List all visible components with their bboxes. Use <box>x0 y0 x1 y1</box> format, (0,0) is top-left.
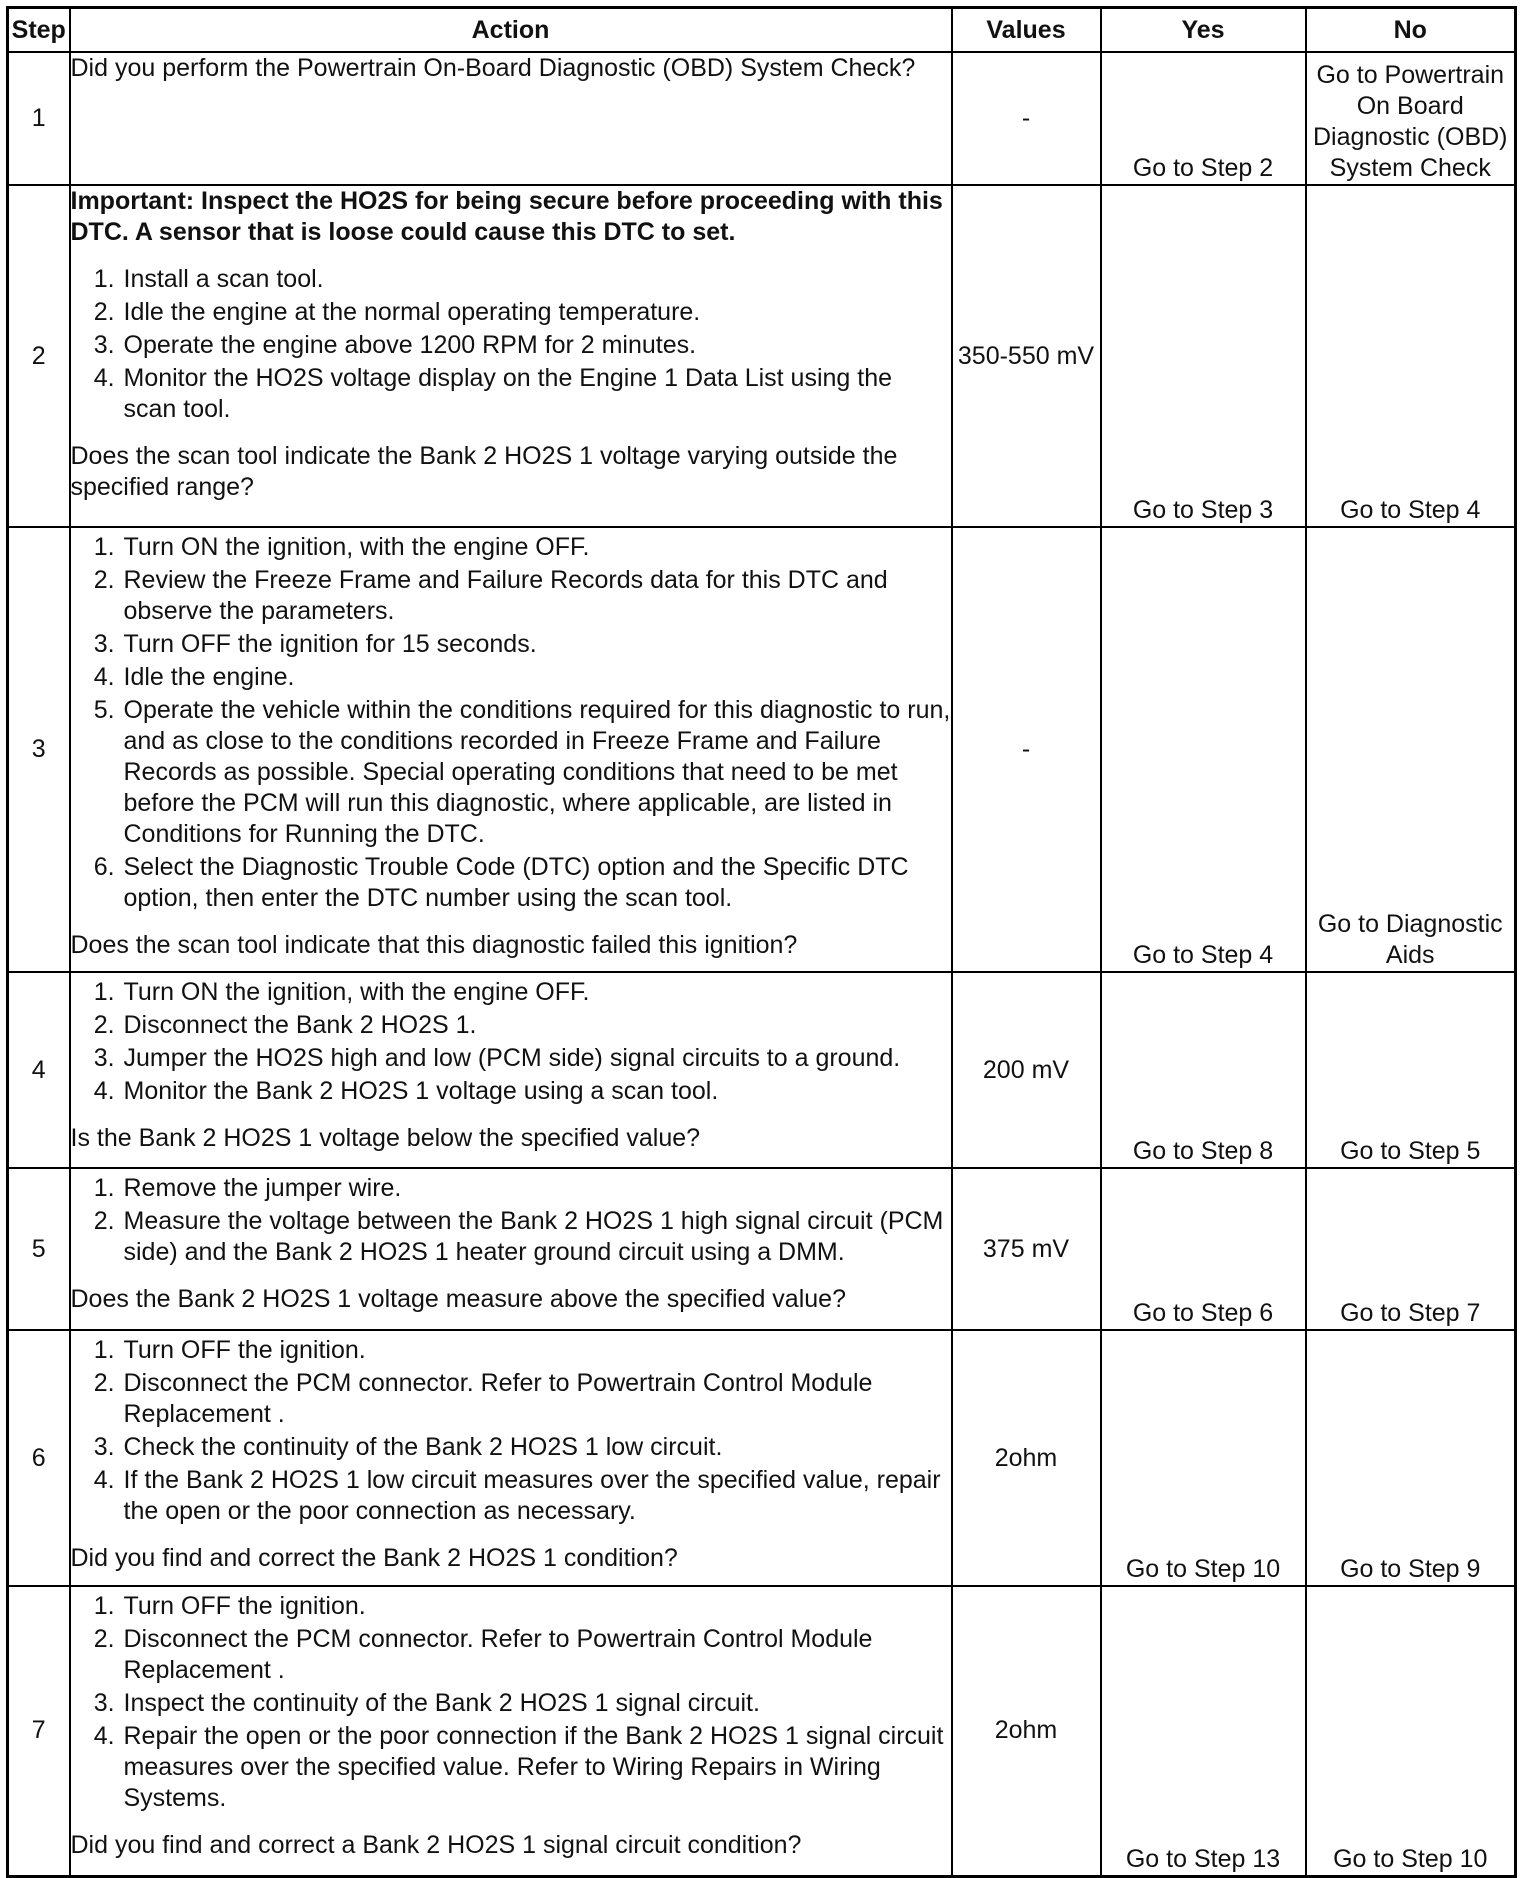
procedure-step: 1. Turn OFF the ignition. <box>122 1335 951 1366</box>
procedure-step: 3. Check the continuity of the Bank 2 HO2S 1 low circuit. <box>122 1432 951 1463</box>
question: Does the scan tool indicate that this diagnostic failed this ignition? <box>70 931 798 959</box>
header-values: Values <box>952 8 1101 53</box>
procedure-step: 2. Disconnect the PCM connector. Refer to Powertrain Control Module Replacement . <box>122 1368 951 1430</box>
yes-action: Go to Step 4 <box>1101 527 1306 972</box>
no-action: Go to Step 9 <box>1306 1330 1516 1586</box>
action-cell <box>70 1168 952 1330</box>
procedure-list <box>71 1173 951 1268</box>
no-action: Go to Step 4 <box>1306 185 1516 527</box>
no-action: Go to Step 7 <box>1306 1168 1516 1330</box>
procedure-step: 4. Repair the open or the poor connection if the Bank 2 HO2S 1 signal circuit measures over the specified value. Refer to Wiring Repairs in Wiring Systems. <box>122 1721 951 1814</box>
procedure-list <box>71 1335 951 1527</box>
yes-action: Go to Step 13 <box>1101 1586 1306 1876</box>
action-cell <box>70 52 952 185</box>
action-cell <box>70 1330 952 1586</box>
procedure-step: 1. Turn ON the ignition, with the engine OFF. <box>122 532 951 563</box>
table-row <box>8 52 1516 185</box>
action-cell <box>70 1586 952 1876</box>
procedure-list <box>71 1591 951 1814</box>
step-number: 7 <box>8 1586 70 1876</box>
value-cell: 2ohm <box>952 1330 1101 1586</box>
procedure-list <box>71 532 951 914</box>
question: Does the Bank 2 HO2S 1 voltage measure above the specified value? <box>70 1285 846 1313</box>
procedure-step: 3. Turn OFF the ignition for 15 seconds. <box>122 629 951 660</box>
yes-action: Go to Step 10 <box>1101 1330 1306 1586</box>
yes-action: Go to Step 6 <box>1101 1168 1306 1330</box>
procedure-step: 3. Jumper the HO2S high and low (PCM side) signal circuits to a ground. <box>122 1043 951 1074</box>
procedure-step: 2. Disconnect the Bank 2 HO2S 1. <box>122 1010 951 1041</box>
value-cell: 375 mV <box>952 1168 1101 1330</box>
value-cell: - <box>952 527 1101 972</box>
header-step: Step <box>8 8 70 53</box>
procedure-step: 2. Idle the engine at the normal operating temperature. <box>122 297 951 328</box>
table-body <box>8 52 1516 1876</box>
no-action: Go to Step 10 <box>1306 1586 1516 1876</box>
procedure-list <box>71 977 951 1107</box>
no-action: Go to Step 5 <box>1306 972 1516 1168</box>
header-no: No <box>1306 8 1516 53</box>
no-action: Go to Powertrain On Board Diagnostic (OBD) System Check <box>1306 52 1516 185</box>
table-row <box>8 1586 1516 1876</box>
diagnostic-table <box>6 6 1517 1878</box>
value-cell: 2ohm <box>952 1586 1101 1876</box>
table-row <box>8 972 1516 1168</box>
question: Does the scan tool indicate the Bank 2 HO2S 1 voltage varying outside the specified range? <box>70 442 898 501</box>
table-row <box>8 1168 1516 1330</box>
yes-action: Go to Step 8 <box>1101 972 1306 1168</box>
step-number: 2 <box>8 185 70 527</box>
value-cell: 200 mV <box>952 972 1101 1168</box>
procedure-step: 4. Monitor the HO2S voltage display on the Engine 1 Data List using the scan tool. <box>122 363 951 425</box>
procedure-step: 2. Disconnect the PCM connector. Refer to Powertrain Control Module Replacement . <box>122 1624 951 1686</box>
table-row <box>8 185 1516 527</box>
yes-action: Go to Step 3 <box>1101 185 1306 527</box>
table-row <box>8 527 1516 972</box>
procedure-step: 6. Select the Diagnostic Trouble Code (DTC) option and the Specific DTC option, then enter the DTC number using the scan tool. <box>122 852 951 914</box>
procedure-step: 4. If the Bank 2 HO2S 1 low circuit measures over the specified value, repair the open or the poor connection as necessary. <box>122 1465 951 1527</box>
value-cell: - <box>952 52 1101 185</box>
table-row <box>8 1330 1516 1586</box>
step-number: 4 <box>8 972 70 1168</box>
header-action: Action <box>70 8 952 53</box>
important-note: Important: Inspect the HO2S for being secure before proceeding with this DTC. A sensor that is loose could cause this DTC to set. <box>70 187 943 246</box>
question: Is the Bank 2 HO2S 1 voltage below the specified value? <box>70 1124 701 1152</box>
procedure-step: 4. Idle the engine. <box>122 662 951 693</box>
action-cell <box>70 527 952 972</box>
action-cell <box>70 185 952 527</box>
procedure-step: 1. Turn ON the ignition, with the engine OFF. <box>122 977 951 1008</box>
yes-action: Go to Step 2 <box>1101 52 1306 185</box>
action-cell <box>70 972 952 1168</box>
procedure-step: 1. Remove the jumper wire. <box>122 1173 951 1204</box>
procedure-step: 3. Operate the engine above 1200 RPM for 2 minutes. <box>122 330 951 361</box>
step-number: 6 <box>8 1330 70 1586</box>
value-cell: 350-550 mV <box>952 185 1101 527</box>
procedure-step: 1. Install a scan tool. <box>122 264 951 295</box>
step-number: 1 <box>8 52 70 185</box>
no-action: Go to Diagnostic Aids <box>1306 527 1516 972</box>
question: Did you find and correct a Bank 2 HO2S 1 signal circuit condition? <box>70 1831 802 1859</box>
header-yes: Yes <box>1101 8 1306 53</box>
procedure-step: 2. Review the Freeze Frame and Failure Records data for this DTC and observe the parameters. <box>122 565 951 627</box>
question: Did you find and correct the Bank 2 HO2S 1 condition? <box>70 1544 678 1572</box>
procedure-step: 4. Monitor the Bank 2 HO2S 1 voltage using a scan tool. <box>122 1076 951 1107</box>
procedure-step: 1. Turn OFF the ignition. <box>122 1591 951 1622</box>
procedure-step: 5. Operate the vehicle within the conditions required for this diagnostic to run, and as close to the conditions recorded in Freeze Frame and Failure Records as possible. Special operating conditions that need to be met before the PCM will run this diagnostic, where applicable, are listed in Conditions for Running the DTC. <box>122 695 951 850</box>
procedure-step: 3. Inspect the continuity of the Bank 2 HO2S 1 signal circuit. <box>122 1688 951 1719</box>
step-number: 5 <box>8 1168 70 1330</box>
procedure-step: 2. Measure the voltage between the Bank 2 HO2S 1 high signal circuit (PCM side) and the Bank 2 HO2S 1 heater ground circuit using a DMM. <box>122 1206 951 1268</box>
procedure-list <box>71 264 951 425</box>
question: Did you perform the Powertrain On-Board Diagnostic (OBD) System Check? <box>70 54 916 82</box>
step-number: 3 <box>8 527 70 972</box>
header-row <box>8 8 1516 53</box>
